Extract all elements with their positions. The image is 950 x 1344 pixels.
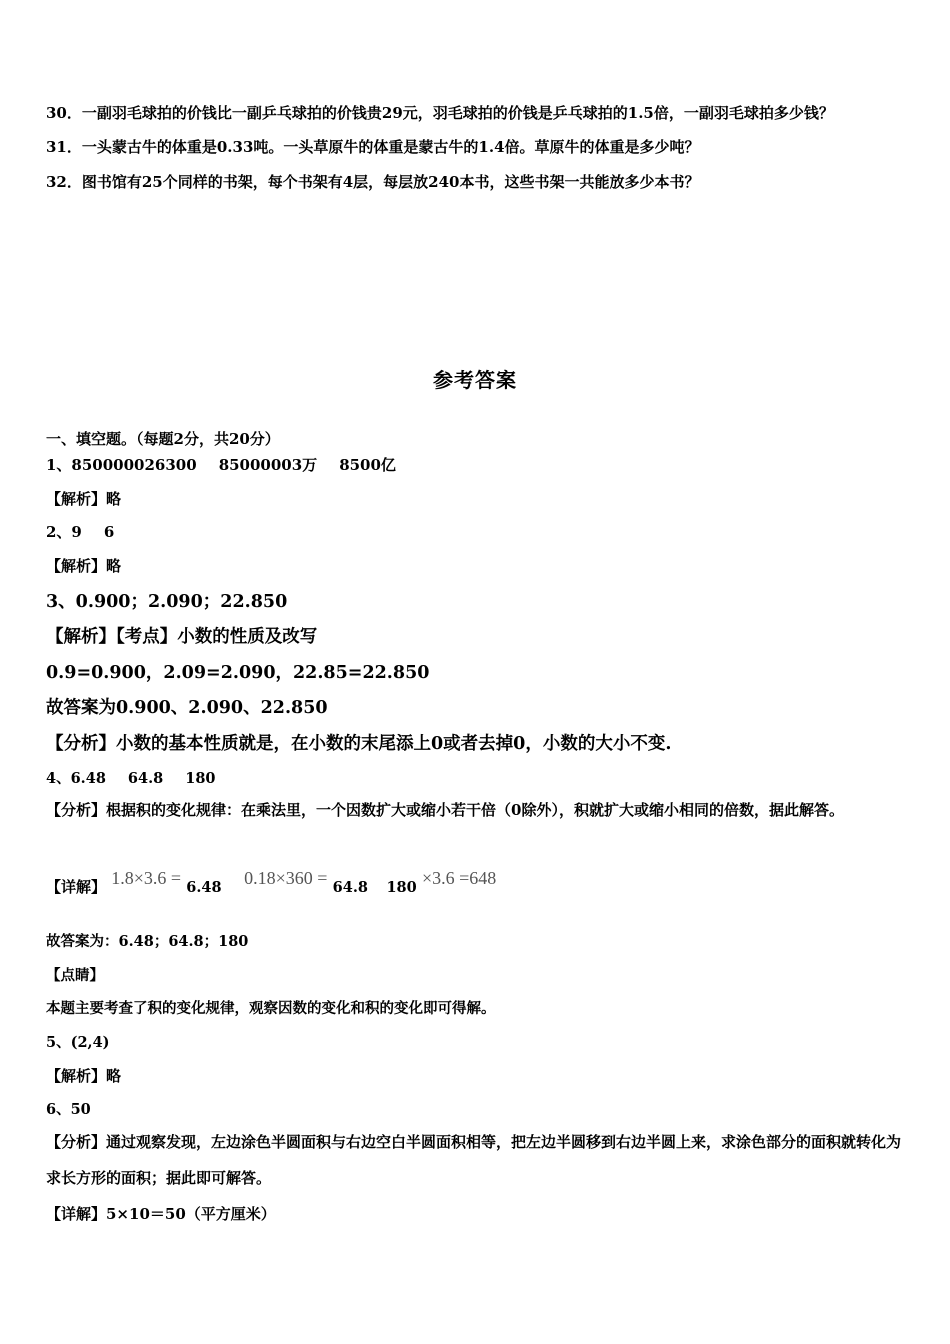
answer-1-jiexi: 【解析】略 xyxy=(46,490,122,508)
formula-3: ×3.6 =648 xyxy=(421,868,497,888)
answer-1 xyxy=(46,454,396,475)
question-32: 32．图书馆有25个同样的书架，每个书架有4层，每层放240本书，这些书架一共能放多少本书？ xyxy=(46,173,700,191)
answer-4-v3: 180 xyxy=(185,770,216,787)
formula-1: 1.8×3.6 = xyxy=(111,868,182,888)
answer-4-fenxi: 【分析】根据积的变化规律：在乘法里，一个因数扩大或缩小若干倍（0除外），积就扩大或缩小相同的倍数，据此解答。 xyxy=(46,801,844,819)
answer-6: 6、50 xyxy=(46,1101,91,1118)
answer-4 xyxy=(46,767,216,788)
answer-1-num: 1、850000026300 xyxy=(46,456,197,474)
answer-3-gudaan: 故答案为0.900、2.090、22.850 xyxy=(46,698,328,718)
answer-3-kaodian: 【解析】【考点】小数的性质及改写 xyxy=(46,627,318,647)
answer-3: 3、0.900；2.090；22.850 xyxy=(46,592,288,612)
answer-2-num: 2、9 xyxy=(46,523,82,541)
formula-2: 0.18×360 = xyxy=(244,868,328,888)
answer-2 xyxy=(46,521,114,542)
answer-2-jiexi: 【解析】略 xyxy=(46,557,122,575)
question-30: 30．一副羽毛球拍的价钱比一副乒乓球拍的价钱贵29元，羽毛球拍的价钱是乒乓球拍的1.5倍，一副羽毛球拍多少钱？ xyxy=(46,104,834,122)
answer-4-gudaan: 故答案为：6.48；64.8；180 xyxy=(46,933,249,950)
formula-2-answer: 64.8 xyxy=(332,879,368,896)
formula-1-answer: 6.48 xyxy=(186,879,222,896)
formula-3-answer: 180 xyxy=(386,879,417,896)
answer-4-v2: 64.8 xyxy=(127,770,164,787)
answer-5-jiexi: 【解析】略 xyxy=(46,1067,122,1085)
answer-4-dianjing: 【点睛】 xyxy=(46,967,104,984)
answer-3-fenxi: 【分析】小数的基本性质就是，在小数的末尾添上0或者去掉0，小数的大小不变. xyxy=(46,734,672,754)
answer-4-num: 4、6.48 xyxy=(46,770,106,787)
answer-6-fenxi: 【分析】通过观察发现，左边涂色半圆面积与右边空白半圆面积相等，把左边半圆移到右边半圆上来，求涂色部分的面积就转化为求长方形的面积；据此即可解答。 xyxy=(46,1133,902,1187)
xiangjie-label: 【详解】 xyxy=(46,878,107,896)
answer-1-v3: 8500亿 xyxy=(339,456,396,474)
answer-6-xiangjie: 【详解】5×10＝50（平方厘米） xyxy=(46,1205,276,1223)
answer-4-xiangjie xyxy=(46,868,497,896)
answer-5: 5、(2,4) xyxy=(46,1034,110,1051)
answer-title: 参考答案 xyxy=(433,368,517,392)
answer-4-dianjing-text: 本题主要考查了积的变化规律，观察因数的变化和积的变化即可得解。 xyxy=(46,1000,496,1017)
question-31: 31．一头蒙古牛的体重是0.33吨。一头草原牛的体重是蒙古牛的1.4倍。草原牛的体重是多少吨？ xyxy=(46,138,700,156)
answer-2-v2: 6 xyxy=(103,523,115,541)
answer-1-v2: 85000003万 xyxy=(218,456,318,474)
section-heading: 一、填空题。（每题2分，共20分） xyxy=(46,430,280,448)
answer-3-equation: 0.9=0.900，2.09=2.090，22.85=22.850 xyxy=(46,663,430,683)
